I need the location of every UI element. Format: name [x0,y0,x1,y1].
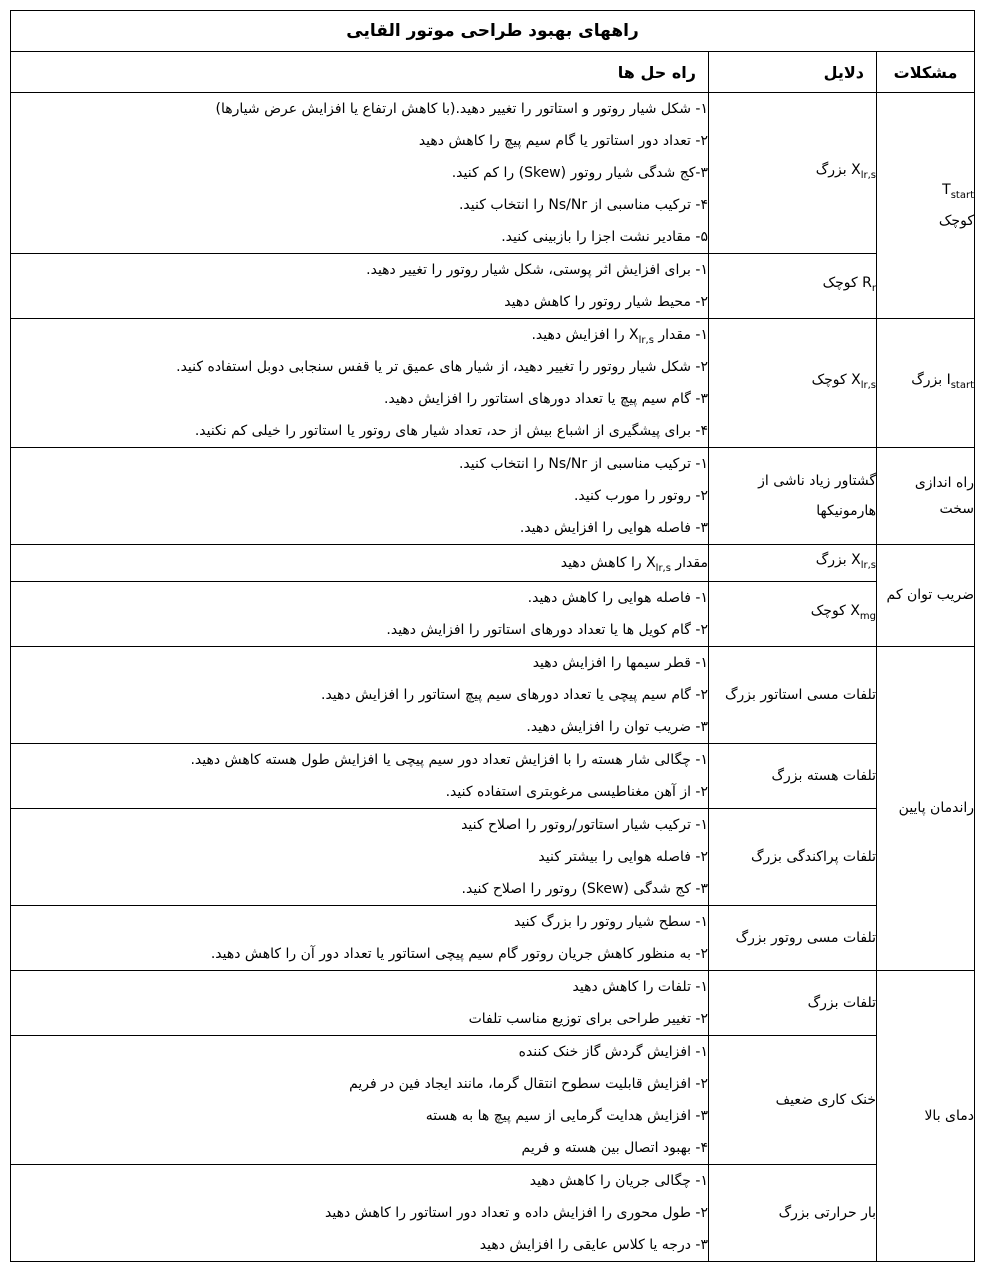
reason-symbol: $X_{mg}$ [850,602,876,622]
reason-cell [709,93,877,254]
solution-line: ۱- سطح شیار روتور را بزرگ کنید [514,913,708,930]
solutions-cell [11,743,709,808]
solutions-cell [11,646,709,743]
solution-line: ۳- درجه یا کلاس عایقی را افزایش دهید [479,1236,708,1253]
solution-line: ۱- برای افزایش اثر پوستی، شکل شیار روتور را تغییر دهید. [366,262,708,278]
solution-line: مقدار $X_{lr,s}$ را کاهش دهید [560,554,708,574]
table-row [11,905,975,970]
reason-label: بزرگ [815,162,847,179]
problem-cell: ضریب توان کم [877,545,975,647]
reason-cell [709,319,877,448]
reason-cell: خنک کاری ضعیف [709,1035,877,1164]
solutions-cell [11,545,709,582]
solutions-cell [11,970,709,1035]
reason-cell: بار حرارتی بزرگ [709,1164,877,1261]
table-row [11,743,975,808]
solution-line: ۱- فاصله هوایی را کاهش دهید. [527,589,708,606]
solution-line: ۱- چگالی شار هسته را با افزایش تعداد دور سیم پیچی یا افزایش طول هسته کاهش دهید. [190,751,708,768]
solution-line: ۳-کج شدگی شیار روتور (Skew) را کم کنید. [451,165,708,181]
reason-cell: گشتاور زیاد ناشی از هارمونیکها [709,448,877,545]
solution-line: ۳- فاصله هوایی را افزایش دهید. [519,520,708,536]
solution-line: ۲- شکل شیار روتور را تغییر دهید، از شیار های عمیق تر یا قفس سنجابی دوبل استفاده کنید. [176,359,708,375]
reason-label: کوچک [822,275,858,292]
solutions-cell [11,319,709,448]
reason-label: کوچک [811,372,847,389]
reason-symbol: $X_{lr,s}$ [851,552,876,571]
problem-cell [877,319,975,448]
solution-line: ۳- گام سیم پیچ یا تعداد دورهای استاتور را افزایش دهید. [384,391,708,407]
reason-cell [709,254,877,319]
header-solutions: راه حل ها [11,52,709,93]
solutions-cell [11,905,709,970]
table-row [11,545,975,582]
problem-symbol: $T_{start}$ [942,181,974,201]
solution-line: ۳- افزایش هدایت گرمایی از سیم پیچ ها به هسته [425,1107,708,1124]
solution-line: ۳- ضریب توان را افزایش دهید. [526,718,708,735]
solution-line: ۱- تلفات را کاهش دهید [572,978,708,995]
table-row [11,93,975,254]
reason-label: کوچک [810,602,846,619]
problem-cell: دمای بالا [877,970,975,1261]
table-row [11,581,975,646]
solution-line: ۱- افزایش گردش گاز خنک کننده [518,1043,708,1060]
solution-line: ۲- به منظور کاهش جریان روتور گام سیم پیچی استاتور یا تعداد دور آن را کاهش دهید. [210,945,708,962]
solutions-cell [11,581,709,646]
solution-line: ۴- بهبود اتصال بین هسته و فریم [521,1139,708,1156]
reason-cell [709,545,877,582]
solutions-cell [11,1035,709,1164]
solutions-cell [11,93,709,254]
solution-line: ۲- روتور را مورب کنید. [573,488,708,504]
problem-label: بزرگ [911,372,943,389]
table-row [11,970,975,1035]
table-row [11,808,975,905]
solutions-cell [11,808,709,905]
table-row [11,646,975,743]
header-reasons: دلایل [709,52,877,93]
solution-line: ۲- تعداد دور استاتور یا گام سیم پیچ را کاهش دهید [418,133,708,149]
solutions-cell [11,1164,709,1261]
solution-line: ۲- گام سیم پیچی یا تعداد دورهای سیم پیچ استاتور را افزایش دهید. [321,686,708,703]
reason-label: بزرگ [815,552,847,568]
reason-symbol: $X_{lr,s}$ [851,372,876,391]
solution-line: ۱- مقدار $X_{lr,s}$ را افزایش دهید. [531,327,708,346]
reason-cell: تلفات پراکندگی بزرگ [709,808,877,905]
solutions-cell [11,448,709,545]
solution-line: ۱- شکل شیار روتور و استاتور را تغییر دهید.(با کاهش ارتفاع یا افزایش عرض شیارها) [215,101,708,117]
solution-line: ۴- برای پیشگیری از اشباع بیش از حد، تعداد شیار های روتور یا استاتور را خیلی کم نکنید. [194,423,708,439]
solution-line: ۲- گام کویل ها یا تعداد دورهای استاتور را افزایش دهید. [386,621,708,638]
reason-cell: تلفات بزرگ [709,970,877,1035]
solution-line: ۴- ترکیب مناسبی از Ns/Nr را انتخاب کنید. [458,197,708,213]
reason-cell: تلفات مسی استاتور بزرگ [709,646,877,743]
improvement-table [10,10,975,1262]
reason-symbol: $X_{lr,s}$ [851,162,876,181]
problem-cell: راه اندازی سخت [877,448,975,545]
reason-cell [709,581,877,646]
problem-cell [877,93,975,319]
solutions-cell [11,254,709,319]
table-row [11,1035,975,1164]
table-row [11,319,975,448]
solution-line: ۱- ترکیب مناسبی از Ns/Nr را انتخاب کنید. [458,456,708,472]
solution-line: ۱- ترکیب شیار استاتور/روتور را اصلاح کنید [461,816,708,833]
reason-cell: تلفات مسی روتور بزرگ [709,905,877,970]
reason-symbol: $R_r$ [862,275,876,294]
problem-cell: راندمان پایین [877,646,975,970]
problem-symbol: $I_{start}$ [946,372,974,391]
problem-label: کوچک [938,213,974,230]
solution-line: ۲- محیط شیار روتور را کاهش دهید [504,294,708,310]
header-problems: مشکلات [877,52,975,93]
table-row [11,254,975,319]
solution-line: ۳- کج شدگی (Skew) روتور را اصلاح کنید. [461,880,708,897]
table-row [11,1164,975,1261]
solution-line: ۲- طول محوری را افزایش داده و تعداد دور استاتور را کاهش دهید [325,1204,708,1221]
table-row [11,448,975,545]
solution-line: ۲- فاصله هوایی را بیشتر کنید [538,848,708,865]
solution-line: ۲- تغییر طراحی برای توزیع مناسب تلفات [468,1010,708,1027]
reason-cell: تلفات هسته بزرگ [709,743,877,808]
table-title: راههای بهبود طراحی موتور القایی [11,11,975,52]
solution-line: ۵- مقادیر نشت اجزا را بازبینی کنید. [501,229,708,245]
solution-line: ۱- قطر سیمها را افزایش دهید [532,654,708,671]
solution-line: ۲- از آهن مغناطیسی مرغوبتری استفاده کنید. [445,783,708,800]
solution-line: ۱- چگالی جریان را کاهش دهید [529,1172,708,1189]
solution-line: ۲- افزایش قابلیت سطوح انتقال گرما، مانند ایجاد فین در فریم [349,1075,708,1092]
